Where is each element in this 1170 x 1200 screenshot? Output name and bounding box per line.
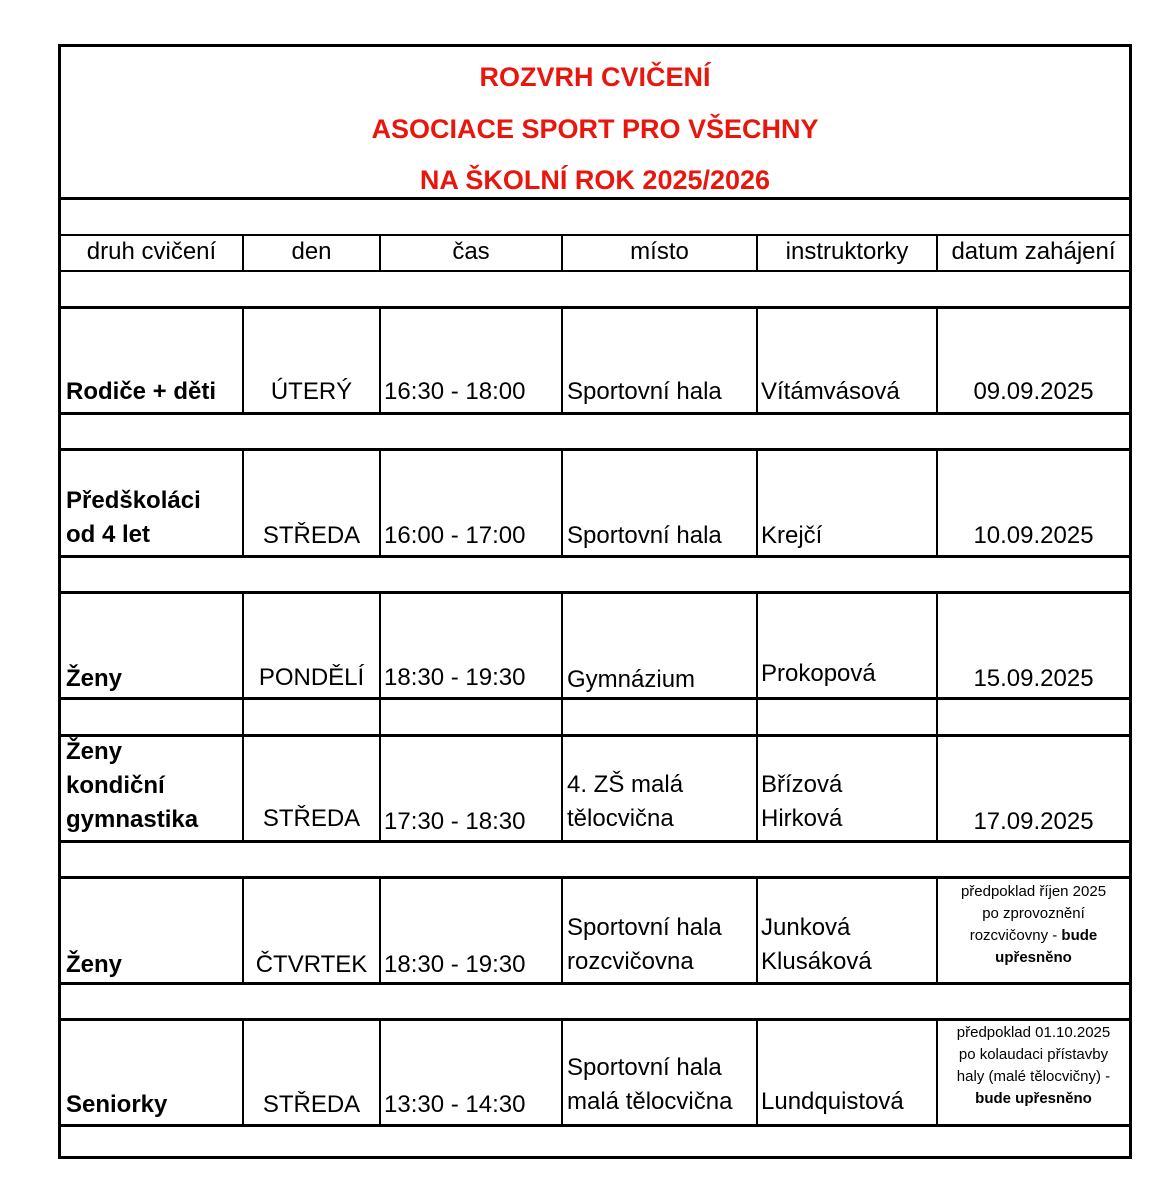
- rule: [61, 270, 1129, 272]
- row-2-misto: Sportovní hala: [567, 522, 722, 549]
- column-header-cas: čas: [452, 238, 490, 265]
- row-5-misto: rozcvičovna: [567, 948, 694, 975]
- row-1-cas: 16:30 - 18:00: [384, 378, 526, 405]
- column-divider: [756, 309, 758, 412]
- row-2-datum: 10.09.2025: [973, 522, 1094, 549]
- rule: [61, 306, 1129, 309]
- rule: [61, 555, 1129, 558]
- row-5-instruktorka: Junková: [761, 914, 851, 941]
- row-2-instruktorka: Krejčí: [761, 522, 823, 549]
- column-divider: [756, 1021, 758, 1124]
- column-divider: [379, 594, 381, 840]
- note-line: haly (malé tělocvičny) -: [956, 1068, 1111, 1085]
- row-4-misto: tělocvična: [567, 805, 674, 832]
- column-divider: [379, 451, 381, 555]
- row-6-misto: Sportovní hala: [567, 1054, 722, 1081]
- row-5-druh: Ženy: [66, 951, 123, 978]
- rule: [61, 697, 1129, 700]
- column-divider: [756, 879, 758, 982]
- row-5-den: ČTVRTEK: [255, 951, 368, 978]
- rule: [61, 876, 1129, 879]
- column-divider: [561, 451, 563, 555]
- rule: [61, 734, 1129, 737]
- row-2-druh: od 4 let: [66, 521, 151, 548]
- row-1-instruktorka: Vítámvásová: [761, 378, 900, 405]
- column-divider: [756, 594, 758, 840]
- row-1-datum: 09.09.2025: [973, 378, 1094, 405]
- rule: [61, 982, 1129, 985]
- column-header-instruktorky: instruktorky: [785, 238, 909, 265]
- column-divider: [561, 309, 563, 412]
- note-line: předpoklad 01.10.2025: [956, 1024, 1111, 1041]
- row-4-druh: Ženy: [66, 738, 123, 765]
- row-5-cas: 18:30 - 19:30: [384, 951, 526, 978]
- note-line: po zprovoznění: [982, 905, 1085, 922]
- row-3-misto: Gymnázium: [567, 666, 696, 693]
- column-divider: [379, 309, 381, 412]
- row-1-druh: Rodiče + děti: [66, 378, 217, 405]
- title-line-2: ASOCIACE SPORT PRO VŠECHNY: [371, 114, 819, 144]
- row-5-misto: Sportovní hala: [567, 914, 722, 941]
- row-1-misto: Sportovní hala: [567, 378, 722, 405]
- row-2-druh: Předškoláci: [66, 487, 201, 514]
- column-header-misto: místo: [630, 238, 689, 265]
- rule: [61, 840, 1129, 843]
- row-4-misto: 4. ZŠ malá: [567, 771, 684, 798]
- row-6-druh: Seniorky: [66, 1091, 168, 1118]
- note-line: předpoklad říjen 2025: [960, 883, 1107, 900]
- row-4-druh: gymnastika: [66, 806, 199, 833]
- title-line-3: NA ŠKOLNÍ ROK 2025/2026: [419, 165, 771, 195]
- row-6-instruktorka: Lundquistová: [761, 1088, 904, 1115]
- note-line: po kolaudaci přístavby: [958, 1046, 1109, 1063]
- row-4-druh: kondiční: [66, 772, 165, 799]
- note-line: rozcvičovny - bude: [969, 927, 1098, 944]
- row-4-instruktorka: Břízová: [761, 771, 843, 798]
- column-divider: [756, 451, 758, 555]
- column-divider: [936, 594, 938, 840]
- column-divider: [379, 1021, 381, 1124]
- row-3-instruktorka: Prokopová: [761, 660, 876, 687]
- row-6-den: STŘEDA: [262, 1091, 361, 1118]
- row-5-instruktorka: Klusáková: [761, 948, 872, 975]
- column-header-druh: druh cvičení: [86, 238, 217, 265]
- row-4-datum: 17.09.2025: [973, 808, 1094, 835]
- rule: [61, 1124, 1129, 1127]
- rule: [61, 197, 1129, 200]
- rule: [61, 448, 1129, 451]
- rule: [61, 234, 1129, 236]
- row-3-cas: 18:30 - 19:30: [384, 664, 526, 691]
- column-divider: [561, 1021, 563, 1124]
- column-divider: [379, 879, 381, 982]
- row-2-cas: 16:00 - 17:00: [384, 522, 526, 549]
- column-header-den: den: [291, 238, 332, 265]
- column-divider: [561, 594, 563, 840]
- row-6-misto: malá tělocvična: [567, 1088, 733, 1115]
- rule: [61, 1018, 1129, 1021]
- column-header-datum: datum zahájení: [951, 238, 1116, 265]
- note-line: upřesněno: [995, 949, 1072, 966]
- row-2-den: STŘEDA: [262, 522, 361, 549]
- rule: [61, 412, 1129, 415]
- row-4-den: STŘEDA: [262, 805, 361, 832]
- schedule-table: [58, 44, 1132, 1159]
- row-6-start-note: [938, 1022, 1129, 1110]
- title-line-1: ROZVRH CVIČENÍ: [479, 62, 711, 92]
- row-3-den: PONDĚLÍ: [258, 664, 365, 691]
- row-6-cas: 13:30 - 14:30: [384, 1091, 526, 1118]
- column-divider: [561, 879, 563, 982]
- note-line: bude upřesněno: [975, 1090, 1092, 1107]
- row-4-cas: 17:30 - 18:30: [384, 808, 526, 835]
- row-1-den: ÚTERÝ: [270, 378, 353, 405]
- row-3-datum: 15.09.2025: [973, 665, 1094, 692]
- rule: [61, 591, 1129, 594]
- row-3-druh: Ženy: [66, 665, 123, 692]
- row-4-instruktorka: Hirková: [761, 805, 843, 832]
- row-5-start-note: [938, 881, 1129, 969]
